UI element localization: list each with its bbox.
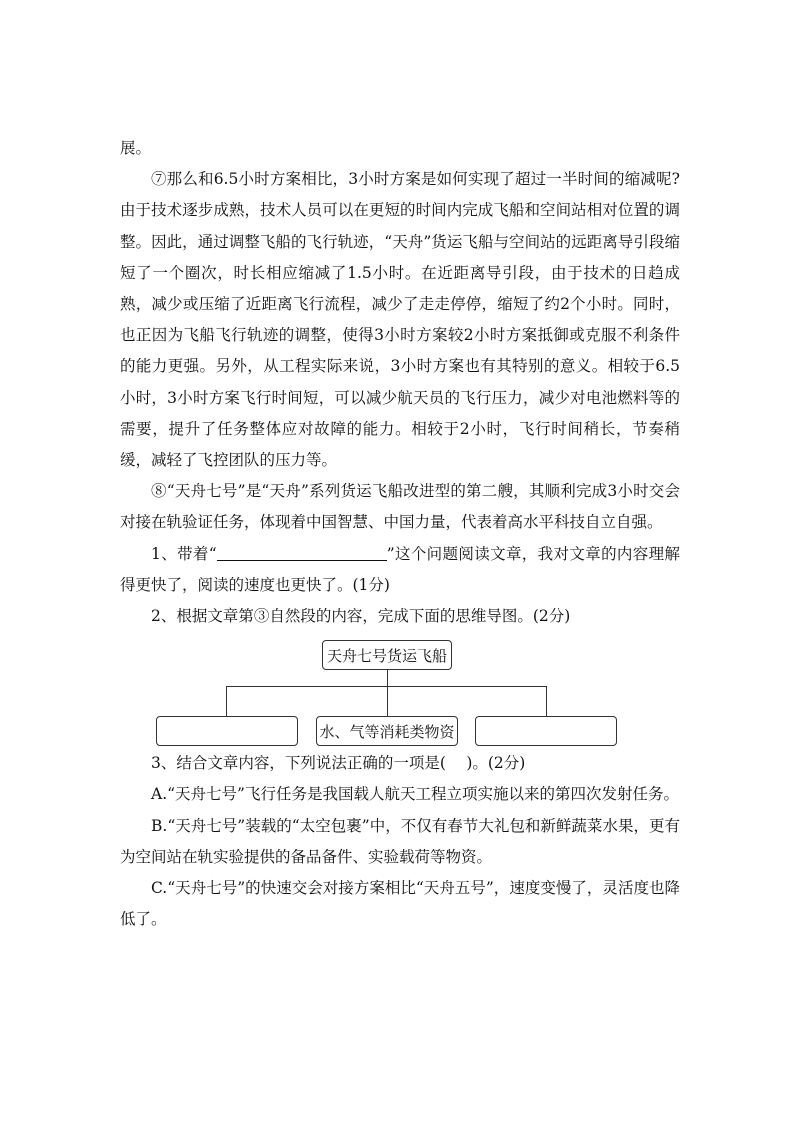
answer-blank[interactable] [217, 544, 387, 561]
question-1-suffix: ”这个问题阅读文章，我对文章的内容理解得更快了，阅读的速度也更快了。(1分) [120, 544, 680, 594]
paragraph-8: ⑧“天舟七号”是“天舟”系列货运飞船改进型的第二艘，其顺利完成3小时交会对接在轨验证任务，体现着中国智慧、中国力量，代表着高水平科技自立自强。 [120, 482, 680, 532]
question-1 [120, 539, 680, 601]
option-c: C.“天舟七号”的快速交会对接方案相比“天舟五号”，速度变慢了，灵活度也降低了。 [120, 879, 680, 929]
paragraph-7: ⑦那么和6.5小时方案相比，3小时方案是如何实现了超过一半时间的缩减呢?由于技术逐步成熟，技术人员可以在更短的时间内完成飞船和空间站相对位置的调整。因此，通过调整飞船的飞行轨迹，“天舟”货运飞船与空间站的远距离导引段缩短了一个圈次，时长相应缩减了1.5小时。在近距离导引段，由于技术的日趋成熟，减少或压缩了近距离飞行流程，减少了走走停停，缩短了约2个小时。同时，也正因为飞船飞行轨迹的调整，使得3小时方案较2小时方案抵御或克服不利条件的能力更强。另外，从工程实际来说，3小时方案也有其特别的意义。相较于6.5小时，3小时方案飞行时间短，可以减少航天员的飞行压力，减少对电池燃料等的需要，提升了任务整体应对故障的能力。相较于2小时，飞行时间稍长，节奏稍缓，减轻了飞控团队的压力等。 [120, 170, 680, 470]
connector-line [546, 686, 547, 716]
connector-line [226, 686, 546, 687]
paragraph-continuation: 展。 [120, 139, 152, 157]
question-2: 2、根据文章第③自然段的内容，完成下面的思维导图。(2分) [151, 607, 571, 626]
mind-map-root: 天舟七号货运飞船 [322, 640, 452, 670]
mind-map-answer-box-left[interactable] [156, 716, 298, 746]
mind-map [120, 632, 680, 764]
option-a: A.“天舟七号”飞行任务是我国载人航天工程立项实施以来的第四次发射任务。 [151, 785, 679, 804]
question-1-prefix: 1、带着“ [151, 544, 217, 563]
question-3: 3、结合文章内容，下列说法正确的一项是( )。(2分) [151, 754, 526, 773]
mind-map-answer-box-right[interactable] [475, 716, 617, 746]
option-b: B.“天舟七号”装载的“太空包裹”中，不仅有春节大礼包和新鲜蔬菜水果，更有为空间站在轨实验提供的备品备件、实验载荷等物资。 [120, 816, 680, 866]
connector-line [226, 686, 227, 716]
connector-line [387, 686, 388, 716]
mind-map-node-middle: 水、气等消耗类物资 [316, 716, 458, 746]
connector-line [387, 670, 388, 686]
document-page [120, 133, 680, 935]
